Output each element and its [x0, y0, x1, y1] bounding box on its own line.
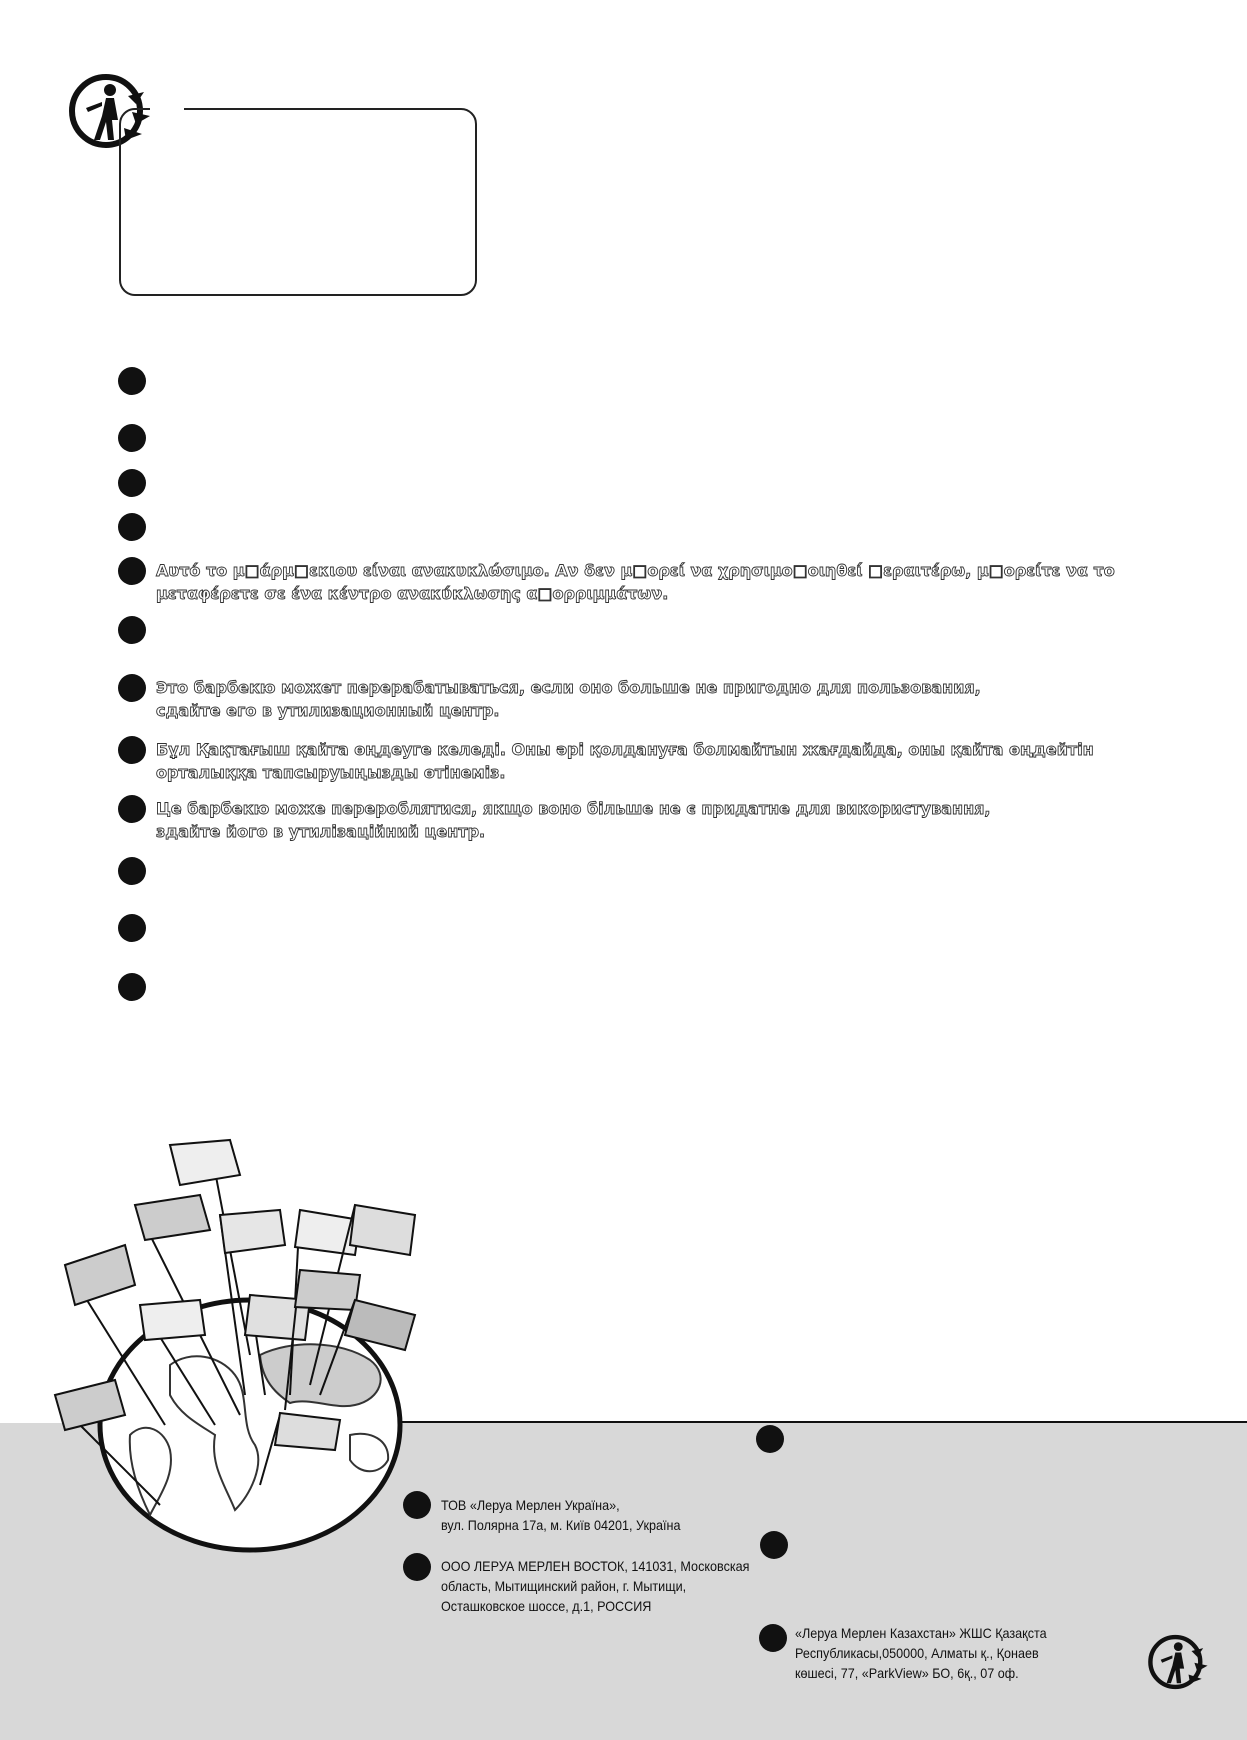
bullet-dot [118, 616, 146, 644]
address-russia-line: ООО ЛЕРУА МЕРЛЕН ВОСТОК, 141031, Московская [441, 1558, 750, 1574]
address-kazakhstan-line: көшесі, 77, «ParkView» БО, 6қ., 07 оф. [795, 1665, 1019, 1681]
address-kazakhstan-line: Республикасы,050000, Алматы қ., Қонаев [795, 1645, 1039, 1661]
bullet-dot [118, 424, 146, 452]
address-kazakhstan-line: «Леруа Мерлен Казахстан» ЖШС Қазақста [795, 1625, 1047, 1641]
recycling-text-russian: Это барбекю может перерабатываться, если оно больше не пригодно для пользования, сдайте его в утилизационный центр. [156, 678, 981, 720]
bullet-dot-kazakhstan [759, 1624, 787, 1652]
bullet-dot [118, 973, 146, 1001]
bullet-dot-ukrainian [118, 795, 146, 823]
address-kazakhstan [795, 1623, 1047, 1683]
bullet-dot [118, 367, 146, 395]
address-ukraine [441, 1495, 680, 1535]
address-russia [441, 1556, 750, 1616]
horizon-line [380, 1421, 1247, 1423]
recycling-text-ukrainian: Це барбекю може перероблятися, якщо воно більше не є придатне для використування, здайте його в утилізаційний центр. [156, 799, 991, 841]
recycling-text-kazakh: Бұл Қақтағыш қайта өңдеуге келеді. Оны әрі қолдануға болмайтын жағдайда, оны қайта өңдейтін орталыққа тапсыруыңызды өтінеміз. [156, 740, 1094, 782]
bullet-dot-russian [118, 674, 146, 702]
address-russia-line: область, Мытищинский район, г. Мытищи, [441, 1578, 687, 1594]
bullet-dot-footer [756, 1425, 784, 1453]
globe-with-flags-illustration [50, 1135, 460, 1555]
bottom-recycling-icon [1146, 1630, 1212, 1694]
bullet-dot [118, 513, 146, 541]
address-ukraine-line: ТОВ «Леруа Мерлен Україна», [441, 1497, 620, 1513]
bullet-dot [118, 469, 146, 497]
bullet-dot [118, 857, 146, 885]
address-ukraine-line: вул. Полярна 17а, м. Київ 04201, Україна [441, 1517, 681, 1533]
bullet-dot-ukraine [403, 1491, 431, 1519]
bullet-dot [118, 914, 146, 942]
bullet-dot-footer [760, 1531, 788, 1559]
bullet-dot-kazakh [118, 736, 146, 764]
address-russia-line: Осташковское шоссе, д.1, РОССИЯ [441, 1598, 652, 1614]
bullet-dot-greek [118, 557, 146, 585]
product-label-box [119, 108, 477, 296]
recycling-text-greek: Αυτό το μ□άρμ□εκιου είναι ανακυκλώσιμο. Αν δεν μ□ορεί να χρησιμο□οιηθεί □εραιτέρω, μ□ορείτε να το μεταφέρετε σε ένα κέντρο ανακύκλωσης α□ορριμμάτων. [156, 561, 1115, 603]
label-box-gap [150, 100, 184, 114]
bullet-dot-russia [403, 1553, 431, 1581]
